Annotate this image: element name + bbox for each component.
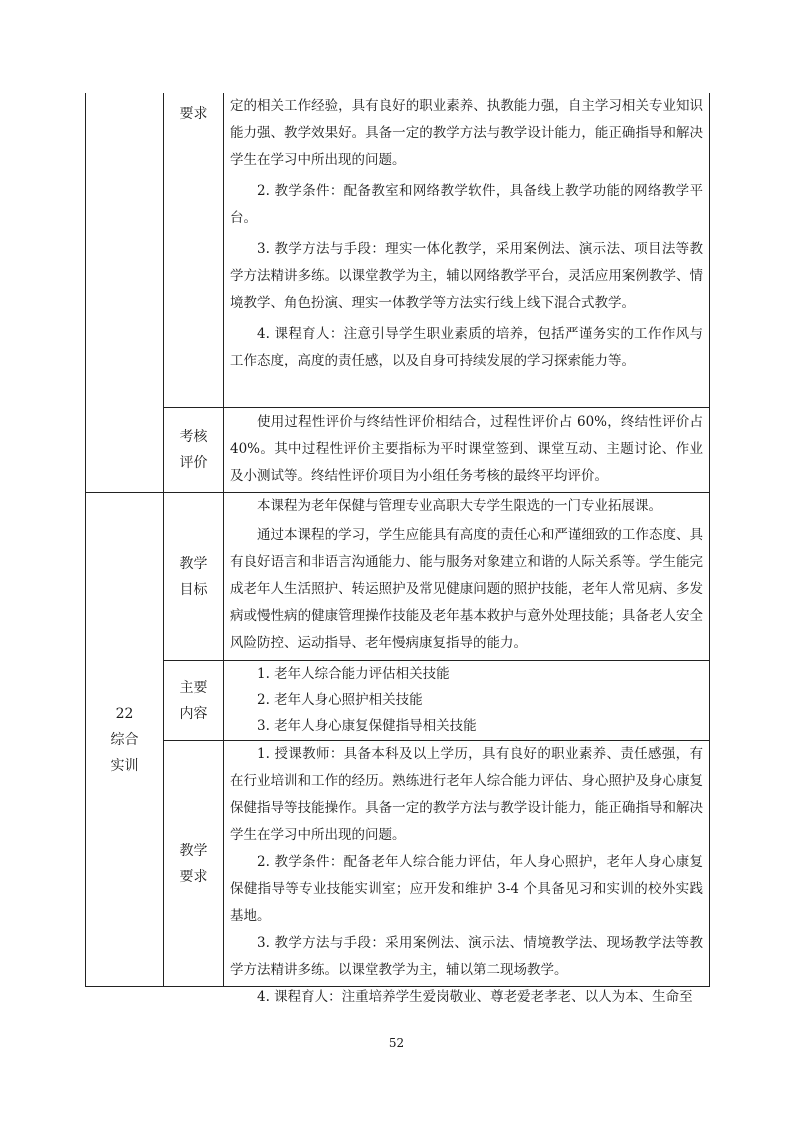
req-paragraph: 4. 课程育人：注意引导学生职业素质的培养，包括严谨务实的工作作风与工作态度，高度的责任感，以及自身可持续发展的学习探索能力等。 (230, 326, 703, 369)
content-list (230, 661, 703, 739)
goal-paragraph: 本课程为老年保健与管理专业高职大专学生限选的一门专业拓展课。 (257, 498, 662, 514)
teach-req-text (230, 741, 703, 1011)
content-item: 1. 老年人综合能力评估相关技能 (257, 666, 450, 682)
course-number: 22 (115, 705, 134, 722)
req-paragraph: 2. 教学条件：配备教室和网络教学软件，具备线上教学功能的网络教学平台。 (230, 183, 703, 226)
goal-label: 教学 目标 (179, 555, 208, 598)
teach-req-paragraph: 2. 教学条件：配备老年人综合能力评估，年人身心照护，老年人身心康复保健指导等专业技能实训室；应开发和维护 3-4 个具备见习和实训的校外实践基地。 (230, 854, 703, 924)
req-label-top: 要求 (179, 106, 208, 122)
content-item: 3. 老年人身心康复保健指导相关技能 (257, 718, 477, 734)
content-label: 主要 内容 (179, 679, 208, 722)
assess-text: 使用过程性评价与终结性评价相结合，过程性评价占 60%，终结性评价占 40%。其中过程性评价主要指标为平时课堂签到、课堂互动、主题讨论、作业及小测试等。终结性评价项目为小组任务考核的最终平均评价。 (230, 414, 703, 484)
req-paragraph: 3. 教学方法与手段：理实一体化教学，采用案例法、演示法、项目法等教学方法精讲多练。以课堂教学为主，辅以网络教学平台，灵活应用案例教学、情境教学、角色扮演、理实一体教学等方法实行线上线下混合式教学。 (230, 241, 703, 311)
teach-req-paragraph: 4. 课程育人：注重培养学生爱岗敬业、尊老爱老孝老、以人为本、生命至 (257, 989, 693, 1005)
goal-text (230, 493, 703, 657)
row-divider-assess (163, 407, 710, 408)
teach-req-paragraph: 1. 授课教师：具备本科及以上学历，具有良好的职业素养、责任感强，有在行业培训和工作的经历。熟练进行老年人综合能力评估、身心照护及身心康复保健指导等技能操作。具备一定的教学方法与教学设计能力，能正确指导和解决学生在学习中所出现的问题。 (230, 746, 703, 843)
teach-req-label: 教学 要求 (179, 842, 208, 885)
content-item: 2. 老年人身心照护相关技能 (257, 692, 423, 708)
col-divider-2 (223, 93, 224, 986)
course-table (85, 93, 710, 1005)
page-number: 52 (388, 1036, 405, 1050)
teach-req-paragraph: 3. 教学方法与手段：采用案例法、演示法、情境教学法、现场教学法等教学方法精讲多练。以课堂教学为主，辅以第二现场教学。 (230, 935, 703, 978)
goal-paragraph: 通过本课程的学习，学生应能具有高度的责任心和严谨细致的工作态度、具有良好语言和非语言沟通能力、能与服务对象建立和谐的人际关系等。学生能完成老年人生活照护、转运照护及常见健康问题的照护技能，老年人常见病、多发病或慢性病的健康管理操作技能及老年基本救护与意外处理技能；具备老人安全风险防控、运动指导、老年慢病康复指导的能力。 (230, 527, 703, 651)
req-paragraph: 定的相关工作经验，具有良好的职业素养、执教能力强，自主学习相关专业知识能力强、教学效果好。具备一定的教学方法与教学设计能力，能正确指导和解决学生在学习中所出现的问题。 (230, 98, 703, 168)
req-text-top (230, 93, 703, 375)
assess-label: 考核 评价 (179, 429, 208, 471)
course-name: 22 综合 实训 (86, 493, 163, 986)
